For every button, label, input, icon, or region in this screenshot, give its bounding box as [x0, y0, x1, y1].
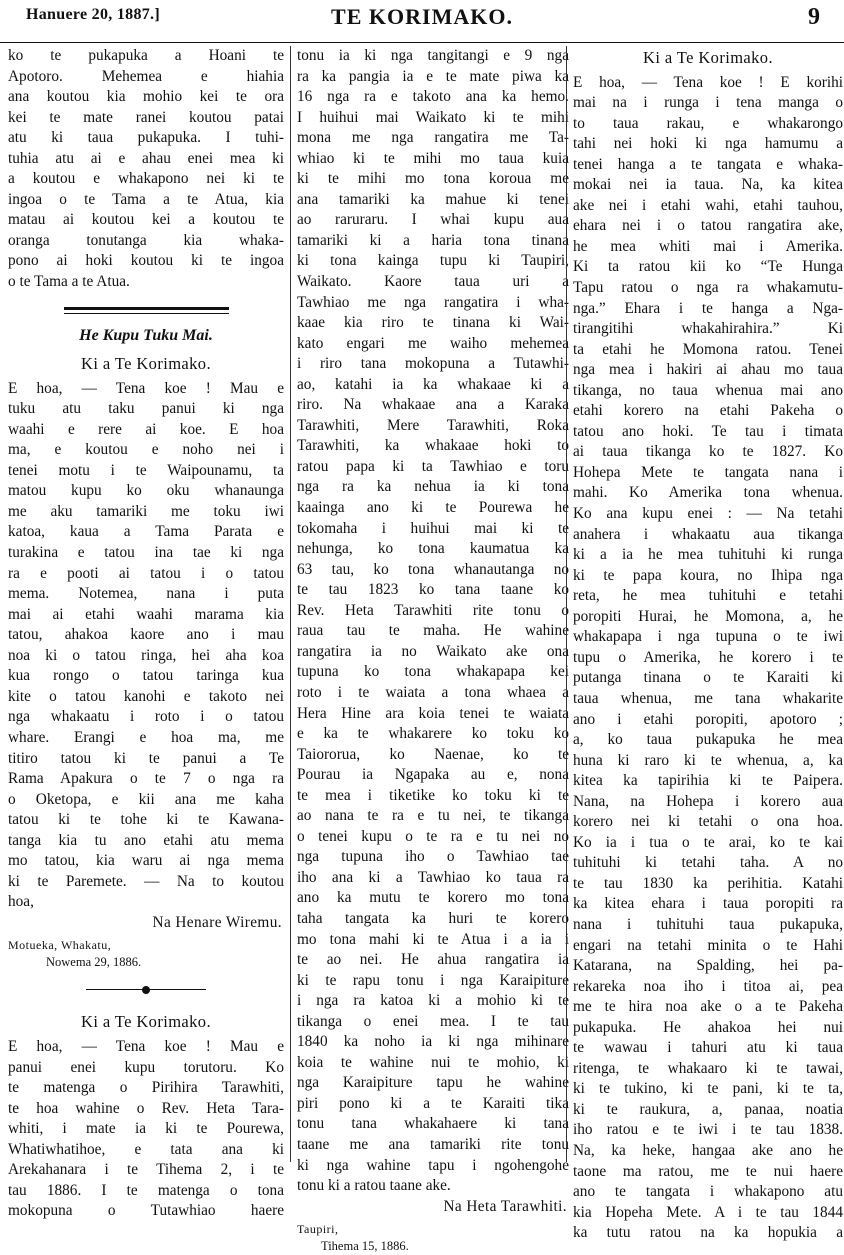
text-line: matou kupu ko oku whanaunga: [8, 482, 284, 500]
text-line: ao nana te ra e tu nei, te tikanga: [297, 807, 569, 825]
section-title: He Kupu Tuku Mai.: [79, 326, 213, 344]
letter-place: Taupiri,: [297, 1222, 339, 1237]
text-line: tikanga o enei mea. I te tau: [297, 1012, 569, 1030]
text-line: whare. Erangi e hoa ma, me: [8, 728, 284, 746]
text-line: mona me nga rangatira me Ta-: [297, 129, 569, 147]
text-line: roto i te waiata a tona whaea a: [297, 683, 569, 701]
text-line: Pourau ia Ngapaka au e, nona: [297, 766, 569, 784]
text-line: te matenga o Pirihira Tarawhiti,: [8, 1079, 284, 1097]
text-line: kaainga ano ki te Pourewa he: [297, 499, 569, 517]
text-line: ko te pukapuka a Hoani te: [8, 47, 284, 64]
text-line: me aku tamariki me toku iwi: [8, 502, 284, 520]
text-line: piri pono ki a te Karaiti tika: [297, 1094, 569, 1112]
text-line: tonu ki a ratou taane ake.: [297, 1177, 451, 1195]
text-line: Arekahanara i te Tihema 2, i te: [8, 1161, 284, 1179]
text-line: e ka te whakarere ko toku ko: [297, 725, 569, 743]
letter-date: Tihema 15, 1886.: [321, 1239, 409, 1254]
text-line: o te Tama a te Atua.: [8, 273, 130, 291]
text-line: taane me ana tamariki rite tonu: [297, 1135, 569, 1153]
text-line: E hoa, — Tena koe ! Mau e: [8, 1037, 284, 1055]
text-line: ai taua tikanga ko te 1827. Ko: [573, 443, 843, 461]
text-line: tahi nei hoki ki nga hamumu a: [573, 135, 843, 153]
text-line: he mea whiti mai i Amerika.: [573, 237, 843, 255]
text-line: Ki ta ratou kii ko “Te Hunga: [573, 258, 843, 276]
letter-body: [8, 1037, 284, 1222]
text-line: te tau 1830 ka perihitia. Katahi: [573, 874, 843, 892]
text-line: ritenga, te whakaaro ki te tawai,: [573, 1059, 843, 1077]
text-line: pukapuka. He ahakoa hei nui: [573, 1018, 843, 1036]
text-line: Tarawhiti, ka whakaae hoki to: [297, 437, 569, 455]
text-line: tonu tana whakahaere ki tana: [297, 1115, 569, 1133]
text-line: kaae kia riro te tinana ki Wai-: [297, 314, 569, 332]
text-line: mokopuna o Tutawhiao haere: [8, 1202, 284, 1220]
text-line: tatou, ahakoa kaore ano i mau: [8, 626, 284, 644]
text-line: ingoa o te Tama a te Atua, kia: [8, 190, 284, 208]
text-line: mokai nei ia taua. Na, ka kitea: [573, 176, 843, 194]
text-line: te tau 1823 ko tana taane ko: [297, 581, 569, 599]
text-line: tuku atu taku panui ki nga: [8, 400, 284, 418]
text-line: ehara nei i o tatou rangatira ake,: [573, 217, 843, 235]
text-line: mo tona mahi ki te Atua i a ia i: [297, 930, 569, 948]
text-line: riro. Na whakaae ana a Karaka: [297, 396, 569, 414]
text-line: ki te papa koura, no Ihipa nga: [573, 566, 843, 584]
text-line: katoa, kaua a Tama Parata e: [8, 523, 284, 541]
text-line: ao raruraru. I whai kupu aua: [297, 211, 569, 229]
text-line: Na, ka heke, hangaa ake ano he: [573, 1141, 843, 1159]
text-line: te wawau i tahuri atu ki taua: [573, 1039, 843, 1057]
text-line: tokomaha i huihui mai ki te: [297, 519, 569, 537]
text-line: to taua rakau, e whakarongo: [573, 114, 843, 132]
text-line: 63 tau, ko tona whanautanga no: [297, 560, 569, 578]
text-line: ki tona kainga tupu ki Taupiri,: [297, 252, 569, 270]
text-line: tuhia atu ai e ahau enei mea ki: [8, 149, 284, 167]
text-line: tenei hanga a te tangata e whaka-: [573, 155, 843, 173]
text-line: nga tupuna iho o Tawhiao tae: [297, 848, 569, 866]
text-line: taua whenua, me tana whakarite: [573, 689, 843, 707]
text-line: 16 nga ra e takoto ana ka hemo.: [297, 88, 569, 106]
text-line: mai ai etahi waahi marama kia: [8, 605, 284, 623]
text-line: ano te tangata i whakapono atu: [573, 1183, 843, 1201]
letter-body: [573, 73, 843, 1244]
page-number: 9: [808, 4, 820, 30]
text-line: nga.” Ehara i te hanga a Nga-: [573, 299, 843, 317]
text-line: ta etahi he Momona ratou. Tenei: [573, 340, 843, 358]
letter-heading: Ki a Te Korimako.: [81, 354, 211, 374]
text-line: iho ratou e te iwi i te tau 1838.: [573, 1121, 843, 1139]
text-line: ratou papa ki ta Tawhiao e toru: [297, 457, 569, 475]
text-line: whakapapa i nga tupuna o te iwi: [573, 628, 843, 646]
text-line: 1840 ka noho ia ki nga mihinare: [297, 1033, 569, 1051]
text-line: engari na tetahi minita o te Hahi: [573, 936, 843, 954]
text-line: ra ka pangia ia e te mate piwa ka: [297, 67, 569, 85]
text-line: kitea ka tapirihia ki te Paipera.: [573, 772, 843, 790]
text-line: noa ki o tatou ringa, hei aha koa: [8, 646, 284, 664]
text-line: E hoa, — Tena koe ! Mau e: [8, 379, 284, 397]
text-line: E hoa, — Tena koe ! E korihi: [573, 73, 843, 91]
text-line: nga Karaipiture tapu he wahine: [297, 1074, 569, 1092]
text-line: te mea i tiketike ko toku ki te: [297, 786, 569, 804]
text-line: whiti, i mate ia ki te Pourewa,: [8, 1120, 284, 1138]
text-line: Tarawhiti, Mere Tarawhiti, Roka: [297, 416, 569, 434]
text-line: kua rongo o tatou taringa kua: [8, 667, 284, 685]
text-line: panui enei kupu torutoru. Ko: [8, 1058, 284, 1076]
letter-signature: Na Henare Wiremu.: [152, 913, 282, 931]
text-line: ano i etahi poropiti, apotoro ;: [573, 710, 843, 728]
text-line: pono ai hoki koutou ki te ingoa: [8, 252, 284, 270]
text-line: oranga tonutanga kia whaka-: [8, 231, 284, 249]
text-line: tatou ano hoki. Te tau i timata: [573, 422, 843, 440]
text-line: Hohepa Mete te tangata nana i: [573, 463, 843, 481]
text-line: rekareka noa iho i titoa ai, pea: [573, 977, 843, 995]
text-line: ki te rapu tonu i nga Karaipiture: [297, 971, 569, 989]
column-3: [566, 46, 843, 1242]
page-header: [0, 0, 844, 43]
text-line: rangatira ia no Waikato ake ona: [297, 642, 569, 660]
text-line: Apotoro. Mehemea e hiahia: [8, 67, 284, 85]
text-line: tikanga, no taua whenua mai ano: [573, 381, 843, 399]
text-line: koia te wahine nui te mohio, ki: [297, 1053, 569, 1071]
letter-body: [297, 46, 569, 1197]
section-divider: [64, 307, 229, 314]
text-line: ki a ia he mea tuhituhi ki runga: [573, 546, 843, 564]
text-line: o tenei kupu o te ra e tu nei no: [297, 827, 569, 845]
text-line: kato engari me waiho mehemea: [297, 334, 569, 352]
letter-divider: [86, 989, 206, 990]
text-line: tenei motu i te Waipounamu, ta: [8, 461, 284, 479]
letter-heading: Ki a Te Korimako.: [81, 1012, 211, 1032]
text-line: Rama Apakura o te 7 o nga ra: [8, 770, 284, 788]
letter-date: Nowema 29, 1886.: [46, 955, 142, 970]
text-line: whiao ki te mihi mo taua kuia: [297, 149, 569, 167]
text-line: anahera i whakaatu aua tikanga: [573, 525, 843, 543]
issue-date: Hanuere 20, 1887.]: [26, 6, 160, 23]
text-line: tatou ki te tohe ki te Kawana-: [8, 811, 284, 829]
text-line: tonu ia ki nga tangitangi e 9 nga: [297, 47, 569, 64]
text-line: Hera Hine ara koia tenei te waiata: [297, 704, 569, 722]
text-line: ki te raukura, a, panaa, noatia: [573, 1100, 843, 1118]
text-line: etahi korero na etahi Pakeha o: [573, 402, 843, 420]
text-line: Rev. Heta Tarawhiti rite tonu o: [297, 601, 569, 619]
text-line: tupu o Amerika, he korero i te: [573, 648, 843, 666]
text-line: poropiti Hurai, he Momona, a, he: [573, 607, 843, 625]
text-line: ki te tukino, ki te pani, ki te ta,: [573, 1080, 843, 1098]
text-line: tirangitihi whakahirahira.” Ki: [573, 320, 843, 338]
text-line: I huihui mai Waikato ki te mihi: [297, 108, 569, 126]
text-line: Katarana, na Spalding, hei pa-: [573, 957, 843, 975]
text-line: raua tau te maha. He wahine: [297, 622, 569, 640]
text-line: kite o tatou kanohi e takoto nei: [8, 687, 284, 705]
text-line: Tawhiao me nga rangatira i wha-: [297, 293, 569, 311]
text-line: taha tangata ka huri te korero: [297, 909, 569, 927]
divider-dot: [142, 986, 150, 994]
column-1: [8, 46, 284, 1220]
text-line: i nga ra katoa ki a mohio ki te: [297, 992, 569, 1010]
text-line: te hoa wahine o Rev. Heta Tara-: [8, 1099, 284, 1117]
text-line: i riro tana mokopuna a Tutawhi-: [297, 355, 569, 373]
text-line: korero nei ki tetahi o ona hoa.: [573, 813, 843, 831]
text-line: Waikato. Kaore taua uri a: [297, 273, 569, 291]
text-line: tamariki ki a haria tona tinana: [297, 231, 569, 249]
article-continuation: [8, 46, 284, 293]
text-line: Ko ana kupu enei : — Na tetahi: [573, 505, 843, 523]
text-line: tuhituhi ki tetahi taha. A no: [573, 854, 843, 872]
text-line: ake nei i etahi wahi, etahi tauhou,: [573, 196, 843, 214]
text-line: a, ko taua pukapuka he mea: [573, 731, 843, 749]
text-line: iho ana ki a Tawhiao ko taua ra: [297, 868, 569, 886]
text-line: o Oketopa, e kii ana me kaha: [8, 790, 284, 808]
text-line: nga whakaatu i roto i o tatou: [8, 708, 284, 726]
text-line: ki nga wahine tapu i ngohengohe: [297, 1156, 569, 1174]
text-line: Nana, na Hohepa i korero aua: [573, 792, 843, 810]
text-line: ki te mihi mo tona koroua me: [297, 170, 569, 188]
text-line: Tapu ratou o nga ra whakamutu-: [573, 279, 843, 297]
text-line: kei te mate ranei koutou patai: [8, 108, 284, 126]
text-line: tanga kia tu ano etahi atu mema: [8, 831, 284, 849]
text-line: Taiororua, ko Naenae, ko te: [297, 745, 569, 763]
text-line: ano ka mutu te korero mo tona: [297, 889, 569, 907]
text-line: ki te Paremete. — Na to koutou: [8, 872, 284, 890]
newspaper-title: TE KORIMAKO.: [331, 4, 513, 29]
text-line: nga ra ka nehua ia ki tona: [297, 478, 569, 496]
text-line: ana koutou kia mohio kei te ora: [8, 88, 284, 106]
letter-signature: Na Heta Tarawhiti.: [443, 1197, 567, 1215]
text-line: a koutou e whakapono nei ki te: [8, 170, 284, 188]
text-line: atu ki taua pukapuka. I tuhi-: [8, 129, 284, 147]
text-line: tau 1886. I te matenga o tona: [8, 1181, 284, 1199]
text-line: ka kitea ehara i taua poropiti ra: [573, 895, 843, 913]
text-line: me te hira noa ake o a te Pakeha: [573, 998, 843, 1016]
text-line: titiro tatou ki te panui a Te: [8, 749, 284, 767]
text-line: waahi e rere ai koe. E hoa: [8, 420, 284, 438]
text-line: putanga tinana o te Karaiti ki: [573, 669, 843, 687]
letter-heading: Ki a Te Korimako.: [643, 48, 773, 67]
text-line: taone ma ratou, me te nui haere: [573, 1162, 843, 1180]
text-line: turakina e tatou ina tae ki nga: [8, 544, 284, 562]
text-line: matau ai koutou kei a koutou te: [8, 211, 284, 229]
text-line: nehunga, ko tona kaumatua ka: [297, 540, 569, 558]
text-line: ka tutu ratou na ka hopukia a: [573, 1224, 843, 1242]
text-line: te ao nei. He ahua rangatira ia: [297, 951, 569, 969]
text-line: Ko ia i tua o te arai, ko te kai: [573, 833, 843, 851]
text-line: ma, e koutou e noho nei i: [8, 441, 284, 459]
text-line: mo tatou, kia waru ai nga mema: [8, 852, 284, 870]
text-line: nga mea i hakiri ai ahau mo taua: [573, 361, 843, 379]
letter-place: Motueka, Whakatu,: [8, 938, 112, 953]
text-line: mema. Notemea, nana i puta: [8, 585, 284, 603]
text-line: hoa,: [8, 893, 34, 911]
text-line: Whatiwhatihoe, e tata ana ki: [8, 1140, 284, 1158]
text-line: tupuna ko tona whakapapa kei: [297, 663, 569, 681]
text-line: mai na i runga i tena manga o: [573, 94, 843, 112]
text-line: reta, he mea tuhituhi e tetahi: [573, 587, 843, 605]
text-line: ra e pooti ai tatou i o tatou: [8, 564, 284, 582]
letter-body: [8, 379, 284, 913]
text-line: mahi. Ko Amerika tona whenua.: [573, 484, 843, 502]
text-line: huna ki raro ki te whenua, a, ka: [573, 751, 843, 769]
column-2: [290, 46, 569, 1254]
text-line: nana i tuhituhi taua pukapuka,: [573, 915, 843, 933]
text-line: kia Hopeha Mete. A i te tau 1844: [573, 1203, 843, 1221]
text-line: ao, katahi ia ka whakaae ki a: [297, 375, 569, 393]
text-line: ana tamariki ka mahue ki tenei: [297, 190, 569, 208]
